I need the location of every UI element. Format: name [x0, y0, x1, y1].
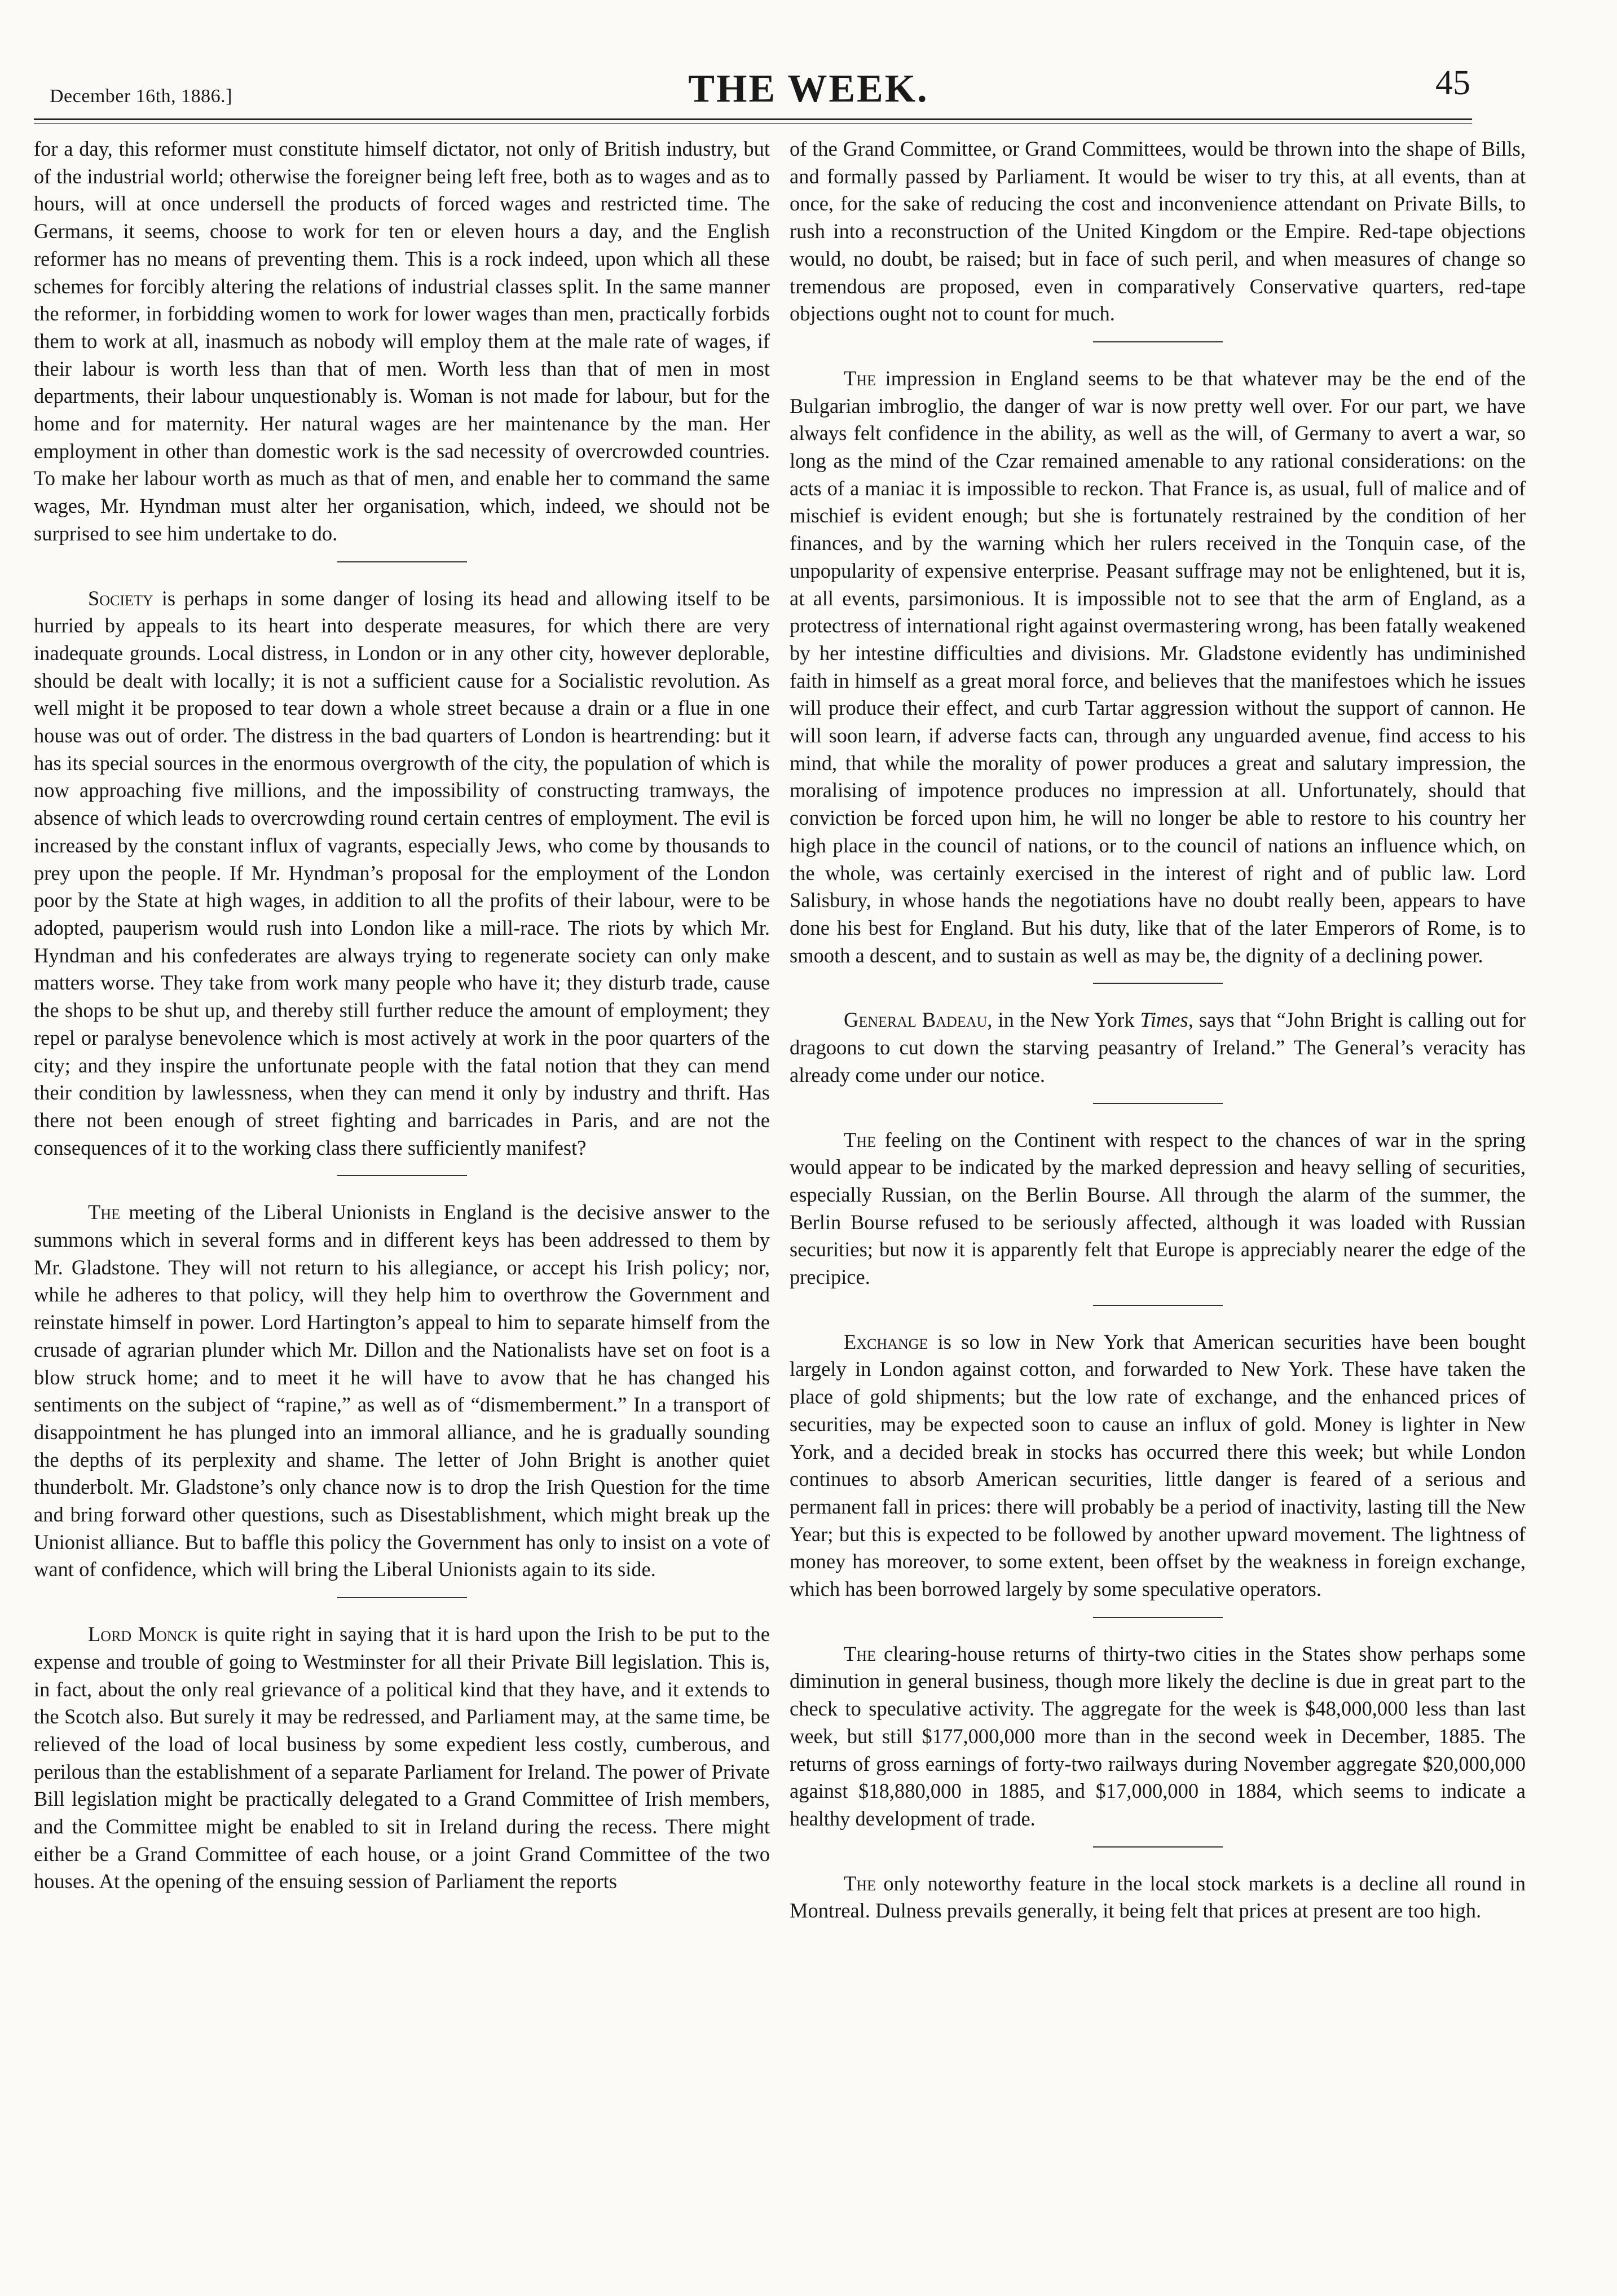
header-rule [34, 118, 1472, 120]
article-paragraph [790, 1870, 1526, 1925]
lead-word: The [844, 1128, 876, 1151]
article-paragraph [34, 585, 770, 1162]
paragraph-text: , says that “John Bright is calling out for dragoons to cut down the starving peasantry of Ireland.” The General’s veracity has already come under our notice. [790, 1008, 1526, 1087]
paragraph-text: is quite right in saying that it is hard upon the Irish to be put to the expense and trouble of going to Westminster for all their Private Bill legislation. This is, in fact, about the only real grievance of a political kind that they have, and it extends to the Scotch also. But surely it may be redressed, and Parliament may, at the same time, be relieved of the load of local business by some expedient less costly, cumberous, and perilous than the establishment of a separate Parliament for Ireland. The power of Private Bill legislation might be practically delegated to a Grand Committee of Irish members, and the Committee might be enabled to sit in Ireland during the recess. There might either be a Grand Committee of each house, or a joint Grand Committee of the two houses. At the opening of the ensuing session of Parliament the reports [34, 1622, 770, 1893]
article-paragraph [790, 1006, 1526, 1089]
article-paragraph [790, 365, 1526, 969]
header-rule-thin [34, 123, 1472, 124]
section-divider [1093, 1617, 1223, 1618]
section-divider [1093, 1103, 1223, 1104]
section-divider [1093, 341, 1223, 342]
right-column [790, 135, 1526, 1925]
paragraph-text: feeling on the Continent with respect to the chances of war in the spring would appear to be indicated by the marked depression and heavy selling of securities, especially Russian, on the Berlin Bourse. All through the alarm of the summer, the Berlin Bourse refused to be seriously affected, although it was loaded with Russian securities; but now it is apparently felt that Europe is appreciably nearer the edge of the precipice. [790, 1128, 1526, 1289]
lead-word: The [844, 366, 876, 390]
article-paragraph [34, 1199, 770, 1584]
article-paragraph [790, 1127, 1526, 1291]
article-paragraph: of the Grand Committee, or Grand Committees, would be thrown into the shape of Bills, and formally passed by Parliament. It would be wiser to try this, at all events, than at once, for the sake of reducing the cost and inconvenience attendant on Private Bills, to rush into a reconstruction of the United Kingdom or the Empire. Red-tape objections would, no doubt, be raised; but in face of such peril, and when measures of change so tremendous are proposed, even in comparatively Conservative quarters, red-tape objections ought not to count for much. [790, 137, 1526, 326]
lead-word: The [844, 1871, 876, 1895]
paragraph-text: clearing-house returns of thirty-two cities in the States show perhaps some diminution in general business, though more likely the decline is due in great part to the check to speculative activity. The aggregate for the week is $48,000,000 less than last week, but still $177,000,000 more than in the second week in December, 1885. The returns of gross earnings of forty-two railways during November aggregate $20,000,000 against $18,880,000 in 1885, and $17,000,000 in 1884, which seems to indicate a healthy development of trade. [790, 1642, 1526, 1830]
page-number: 45 [1435, 64, 1470, 102]
section-divider [1093, 1305, 1223, 1306]
article-paragraph: for a day, this reformer must constitute himself dictator, not only of British industry, but of the industrial world; otherwise the foreigner being left free, both as to wages and as to hours, will at once undersell the products of forced wages and restricted time. The Germans, it seems, choose to work for ten or eleven hours a day, and the English reformer has no means of preventing them. This is a rock indeed, upon which all these schemes for forcibly altering the relations of industrial classes split. In the same manner the reformer, in forbidding women to work for lower wages than men, practically forbids them to work at all, inasmuch as nobody will employ them at the male rate of wages, if their labour is worth less than that of men. Worth less than that of men in most departments, their labour unquestionably is. Woman is not made for labour, but for the home and for maternity. Her natural wages are her maintenance by the man. Her employment in other than domestic work is the sad necessity of overcrowded countries. To make her labour worth as much as that of men, and enable her to command the same wages, Mr. Hyndman must alter her organisation, which, indeed, we should not be surprised to see him undertake to do. [34, 137, 770, 545]
section-divider [1093, 983, 1223, 984]
paragraph-text: impression in England seems to be that whatever may be the end of the Bulgarian imbroglio, the danger of war is now pretty well over. For our part, we have always felt confidence in the ability, as well as the will, of Germany to avert a war, so long as the mind of the Czar remained amenable to any rational considerations: on the acts of a maniac it is impossible to reckon. That France is, as usual, full of malice and of mischief is evident enough; but she is fortunately restrained by the condition of her finances, and by the warning which her rulers received in the Tonquin case, of the unpopularity of expensive enterprise. Peasant suffrage may not be enlightened, but it is, at all events, parsimonious. It is impossible not to see that the arm of England, as a protectress of international right against overmastering wrong, has been fatally weakened by her intestine difficulties and divisions. Mr. Gladstone evidently has undiminished faith in himself as a great moral force, and believes that the manifestoes which he issues will produce their effect, and curb Tartar aggression without the support of cannon. He will soon learn, if adverse facts can, through any unguarded avenue, find access to his mind, that while the morality of power produces a great and salutary impression, the moralising of impotence produces no impression at all. Unfortunately, should that conviction be forced upon him, he will no longer be able to restore to his country her high place in the council of nations, or to the council of nations an influence which, on the whole, was certainly exercised in the interest of right and of public law. Lord Salisbury, in whose hands the negotiations have no doubt really been, appears to have done his best for England. But his duty, like that of the later Emperors of Rome, is to smooth a descent, and to sustain as well as may be, the dignity of a declining power. [790, 366, 1526, 967]
lead-word: The [88, 1200, 120, 1224]
paragraph-text: is so low in New York that American securities have been bought largely in London against cotton, and forwarded to New York. These have taken the place of gold shipments; but the low rate of exchange, and the enhanced prices of securities, may be expected soon to cause an influx of gold. Money is lighter in New York, and a decided break in stocks has occurred there this week; but while London continues to absorb American securities, little danger is feared of a serious and permanent fall in prices: there will probably be a period of inactivity, lasting till the New Year; but this is expected to be followed by another upward movement. The lightness of money has moreover, to some extent, been offset by the weakness in foreign exchange, which has been borrowed largely by some speculative operators. [790, 1330, 1526, 1601]
paragraph-text: , in the New York [987, 1008, 1140, 1032]
paragraph-text: is perhaps in some danger of losing its head and allowing itself to be hurried by appeals to its heart into desperate measures, for which there are very inadequate grounds. Local distress, in London or in any other city, however deplorable, should be dealt with locally; it is not a sufficient cause for a Socialistic revolution. As well might it be proposed to tear down a whole street because a drain or a flue in one house was out of order. The distress in the bad quarters of London is heartrending: but it has its special sources in the enormous overgrowth of the city, the population of which is now approaching five millions, and the impossibility of constructing tramways, the absence of which leads to overcrowding round certain centres of employment. The evil is increased by the constant influx of vagrants, especially Jews, who come by thousands to prey upon the people. If Mr. Hyndman’s proposal for the employment of the London poor by the State at high wages, in addition to all the profits of their labour, were to be adopted, pauperism would rush into London like a mill-race. The riots by which Mr. Hyndman and his confederates are always trying to regenerate society can only make matters worse. They take from work many people who have it; they disturb trade, cause the shops to be shut up, and thereby still further reduce the amount of employment; they repel or paralyse benevolence which is most actively at work in the poor quarters of the city; and they inspire the unfortunate people with the fatal notion that they can mend their condition by lawlessness, when they can mend it only by industry and thrift. Has there not been enough of street fighting and barricades in Paris, and are not the consequences of it to the working class there sufficiently manifest? [34, 586, 770, 1159]
section-divider [1093, 1846, 1223, 1848]
paragraph-text: only noteworthy feature in the local stock markets is a decline all round in Montreal. Dulness prevails generally, it being felt that prices at present are too high. [790, 1871, 1526, 1923]
publication-title: THE WEEK. [688, 67, 929, 111]
article-paragraph [790, 1640, 1526, 1833]
newspaper-name: Times [1140, 1008, 1188, 1032]
section-divider [337, 1597, 467, 1598]
section-divider [337, 561, 467, 562]
issue-date: December 16th, 1886.] [50, 86, 232, 107]
left-column [34, 135, 770, 1895]
article-paragraph [790, 1329, 1526, 1603]
lead-word: Society [88, 586, 153, 610]
lead-word: General Badeau [844, 1008, 988, 1032]
lead-word: Lord Monck [88, 1622, 198, 1646]
paragraph-text: meeting of the Liberal Unionists in England is the decisive answer to the summons which in several forms and in different keys has been addressed to them by Mr. Gladstone. They will not return to his allegiance, or accept his Irish policy; nor, while he adheres to that policy, will they help him to overthrow the Government and reinstate himself in power. Lord Hartington’s appeal to him to separate himself from the crusade of agrarian plunder which Mr. Dillon and the Nationalists have set on foot is a blow struck home; and to meet it he will have to avow that he has changed his sentiments on the subject of “rapine,” as well as of “dismemberment.” In a transport of disappointment he has plunged into an immoral alliance, and he is gradually sounding the depths of its perplexity and shame. The letter of John Bright is another quiet thunderbolt. Mr. Gladstone’s only chance now is to drop the Irish Question for the time and bring forward other questions, such as Disestablishment, which might break up the Unionist alliance. But to baffle this policy the Government has only to insist on a vote of want of confidence, which will bring the Liberal Unionists again to its side. [34, 1200, 770, 1581]
lead-word: The [844, 1642, 876, 1665]
lead-word: Exchange [844, 1330, 928, 1353]
masthead [0, 0, 1617, 121]
article-paragraph [34, 1621, 770, 1895]
section-divider [337, 1175, 467, 1176]
